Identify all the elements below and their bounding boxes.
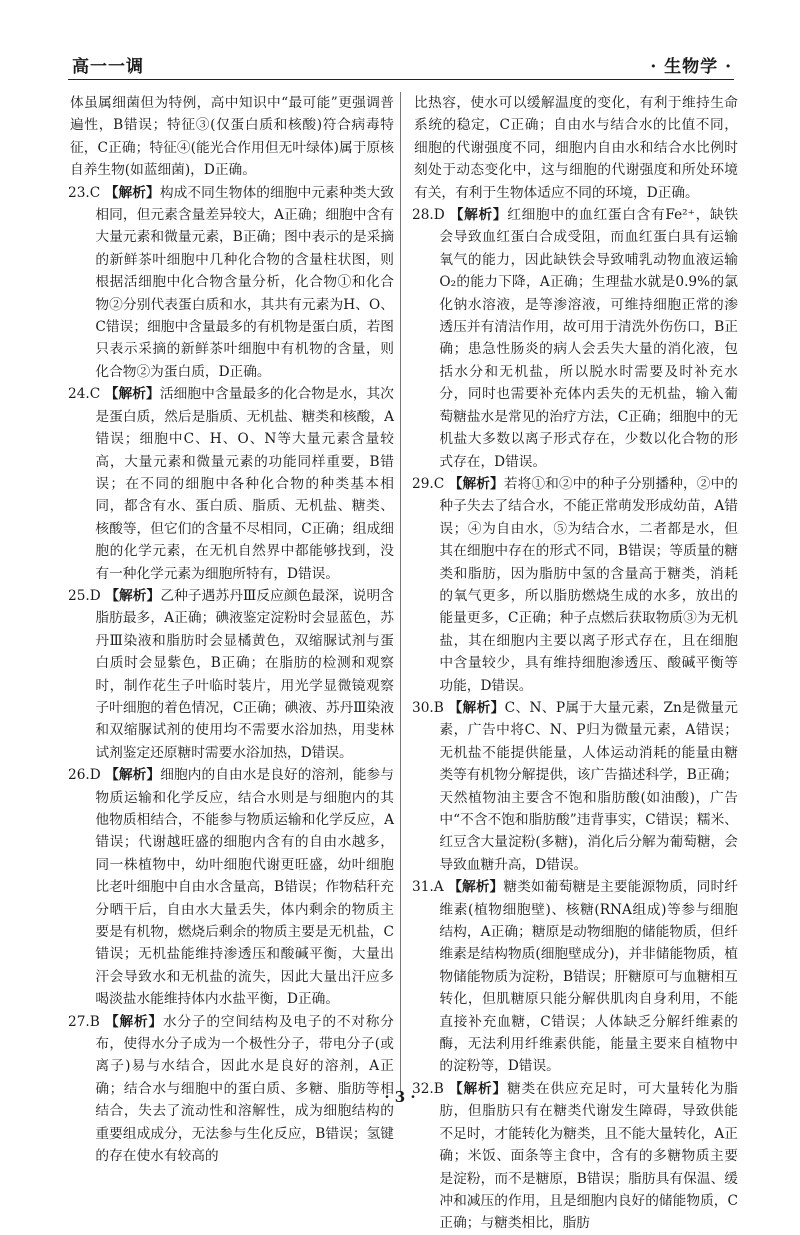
analysis-tag: 【解析】 [449,207,508,224]
answer-number: 29.C [412,475,445,492]
analysis-tag: 【解析】 [104,1013,163,1030]
answer-text: 红细胞中的血红蛋白含有Fe²⁺，缺铁会导致血红蛋白合成受阻，而血红蛋白具有运输氧气的能力，因此缺铁会导致哺乳动物血液运输O₂的能力下降，A正确；生理盐水就是0.9%的氯化钠水溶液，是等渗溶液，可维持细胞正常的渗透压并有清洁作用，故可用于清洗外伤伤口，B正确；患急性肠炎的病人会丢失大量的消化液，包括水分和无机盐，所以脱水时需要及时补充水分，同时也需要补充体内丢失的无机盐，输入葡萄糖盐水是常见的治疗方法，C正确；细胞中的无机盐大多数以离子形式存在，少数以化合物的形式存在，D错误。 [439,207,739,470]
answer-item-26 [68,764,394,1010]
answer-text: 糖类在供应充足时，可大量转化为脂肪，但脂肪只有在糖类代谢发生障碍，导致供能不足时，才能转化为糖类，且不能大量转化，A正确；米饭、面条等主食中，含有的多糖物质主要是淀粉，而不是糖原，B错误；脂肪具有保温、缓冲和减压的作用，且是细胞内良好的储能物质，C正确；与糖类相比，脂肪 [439,1080,738,1232]
header-rule [68,79,734,80]
answer-text: 水分子的空间结构及电子的不对称分布，使得水分子成为一个极性分子，带电分子(或离子)易与水结合，因此水是良好的溶剂，A正确；结合水与细胞中的蛋白质、多糖、脂肪等相结合，失去了流动性和溶解性，成为细胞结构的重要组成成分，无法参与生化反应，B错误；氢键的存在使水有较高的 [95,1013,394,1165]
answer-number: 28.D [412,207,445,224]
answer-number: 27.B [68,1013,100,1030]
left-column [68,92,394,1168]
answer-number: 32.B [412,1080,444,1097]
answer-text: C、N、P属于大量元素，Zn是微量元素，广告中将C、N、P归为微量元素，A错误；无机盐不能提供能量，人体运动消耗的能量由糖类等有机物分解提供，该广告描述科学，B正确；天然植物油主要含不饱和脂肪酸(如油酸)，广告中“不含不饱和脂肪酸”违背事实，C错误；糯米、红豆含大量淀粉(多糖)，消化后分解为葡萄糖，会导致血糖升高，D错误。 [439,699,738,873]
left-intro-paragraph: 体虽属细菌但为特例，高中知识中“最可能”更强调普遍性，B错误；特征③(仅蛋白质和核酸)符合病毒特征，C正确；特征④(能光合作用但无叶绿体)属于原核自养生物(如蓝细菌)，D正确。 [70,95,394,179]
analysis-tag: 【解析】 [105,587,161,604]
answer-item-28 [412,204,738,473]
page-number: · 3 · [384,1088,416,1106]
answer-number: 24.C [68,386,101,403]
answer-number: 25.D [68,587,101,604]
analysis-tag: 【解析】 [448,1080,507,1097]
answer-text: 糖类如葡萄糖是主要能源物质，同时纤维素(植物细胞壁)、核糖(RNA组成)等参与细胞结构，A正确；糖原是动物细胞的储能物质，但纤维素是结构物质(细胞壁成分)，并非储能物质，植物储能物质为淀粉，B错误；肝糖原可与血糖相互转化，但肌糖原只能分解供肌肉自身利用，不能直接补充血糖，C错误；人体缺乏分解纤维素的酶，无法利用纤维素供能，能量主要来自植物中的淀粉等，D错误。 [439,879,738,1075]
answer-number: 30.B [412,699,444,716]
answer-item-30 [412,697,738,876]
analysis-tag: 【解析】 [104,184,160,201]
answer-text: 细胞内的自由水是良好的溶剂，能参与物质运输和化学反应，结合水则是与细胞内的其他物质相结合，不能参与物质运输和化学反应，A错误；代谢越旺盛的细胞内含有的自由水越多，同一株植物中，幼叶细胞代谢更旺盛，幼叶细胞比老叶细胞中自由水含量高，B错误；作物秸秆充分晒干后，自由水大量丢失，体内剩余的物质主要是有机物，燃烧后剩余的物质主要是无机盐，C错误；无机盐能维持渗透压和酸碱平衡，大量出汗会导致水和无机盐的流失，因此大量出汗应多喝淡盐水能维持体内水盐平衡，D正确。 [95,767,394,1008]
answer-item-24 [68,383,394,585]
right-column [412,92,738,1235]
analysis-tag: 【解析】 [448,699,505,716]
analysis-tag: 【解析】 [105,767,161,784]
answer-number: 23.C [68,184,101,201]
answer-item-29 [412,473,738,697]
answer-number: 26.D [68,767,101,784]
answer-text: 若将①和②中的种子分别播种，②中的种子失去了结合水，不能正常萌发形成幼苗，A错误；④为自由水，⑤为结合水，二者都是水，但其在细胞中存在的形式不同，B错误；等质量的糖类和脂肪，因为脂肪中氢的含量高于糖类，消耗的氧气更多，所以脂肪燃烧生成的水多，放出的能量更多，C正确；种子点燃后获取物质③为无机盐，其在细胞内主要以离子形式存在，且在细胞中含量较少，具有维持细胞渗透压、酸碱平衡等功能，D错误。 [439,475,738,694]
answer-text: 活细胞中含量最多的化合物是水，其次是蛋白质，然后是脂质、无机盐、糖类和核酸，A错误；细胞中C、H、O、N等大量元素含量较高，大量元素和微量元素的功能同样重要，B错误；在不同的细胞中各种化合物的种类基本相同，都含有水、蛋白质、脂质、无机盐、糖类、核酸等，但它们的含量不尽相同，C正确；组成细胞的化学元素，在无机自然界中都能够找到，没有一种化学元素为细胞所特有，D错误。 [95,386,394,582]
header-subject: · 生物学 · [650,57,732,77]
answer-item-31 [412,876,738,1078]
analysis-tag: 【解析】 [448,475,504,492]
page-header [68,46,734,80]
header-exam-title: 高一一调 [72,57,144,77]
answer-item-25 [68,585,394,764]
answer-number: 31.A [412,879,444,896]
column-divider [400,92,401,1092]
answer-item-23 [68,182,394,384]
analysis-tag: 【解析】 [448,879,504,896]
analysis-tag: 【解析】 [104,386,160,403]
answer-text: 乙种子遇苏丹Ⅲ反应颜色最深，说明含脂肪最多，A正确；碘液鉴定淀粉时会显蓝色，苏丹Ⅲ染液和脂肪时会显橘黄色，双缩脲试剂与蛋白质时会显紫色，B正确；在脂肪的检测和观察时，制作花生子叶临时装片，用光学显微镜观察子叶细胞的着色情况，C正确；碘液、苏丹Ⅲ染液和双缩脲试剂的使用均不需要水浴加热，用斐林试剂鉴定还原糖时需要水浴加热，D错误。 [95,587,394,761]
answer-text: 构成不同生物体的细胞中元素种类大致相同，但元素含量差异较大，A正确；细胞中含有大量元素和微量元素，B正确；图中表示的是采摘的新鲜茶叶细胞中几种化合物的含量柱状图，则根据活细胞中化合物含量分析，化合物①和化合物②分别代表蛋白质和水，其共有元素为H、O、C错误；细胞中含量最多的有机物是蛋白质，若图只表示采摘的新鲜茶叶细胞中有机物的含量，则化合物②为蛋白质，D正确。 [95,184,394,380]
right-intro-paragraph: 比热容，使水可以缓解温度的变化，有利于维持生命系统的稳定，C正确；自由水与结合水的比值不同，细胞的代谢强度不同，细胞内自由水和结合水比例时刻处于动态变化中，这与细胞的代谢强度和所处环境有关，有利于生物体适应不同的环境，D正确。 [414,95,738,201]
